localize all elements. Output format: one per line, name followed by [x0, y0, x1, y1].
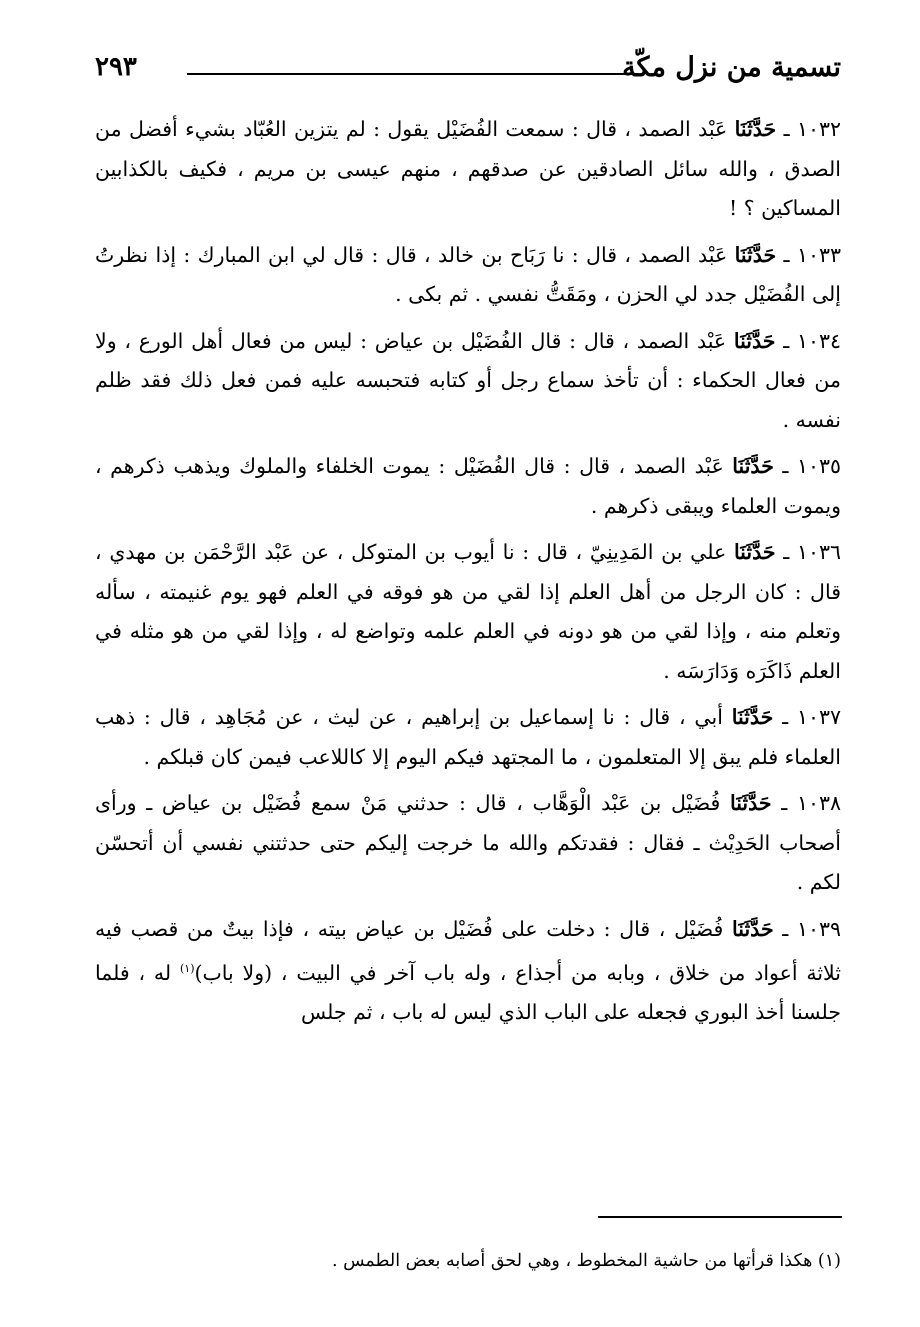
- header-rule: [187, 73, 633, 75]
- main-text: [95, 110, 841, 1040]
- page-header: [95, 52, 841, 92]
- footnote: (١) هكذا قرأتها من حاشية المخطوط ، وهي لحق أصابه بعض الطمس .: [331, 1251, 841, 1271]
- sanad-word: حَدَّثَنَا: [731, 705, 774, 729]
- hadith-1035: ١٠٣٥ ـ حَدَّثَنَا عَبْد الصمد ، قال : قال الفُضَيْل : يموت الخلفاء والملوك ويذهب ذكرهم ، ويموت العلماء ويبقى ذكرهم .: [95, 454, 841, 518]
- hadith-1032: ١٠٣٢ ـ حَدَّثَنَا عَبْد الصمد ، قال : سمعت الفُضَيْل يقول : لم يتزين العُبّاد بشيء أفضل من الصدق ، والله سائل الصادقين عن صدقهم ، منهم عيسى بن مريم ، فكيف بالكذابين المساكين ؟ !: [95, 117, 841, 220]
- sanad-word: حَدَّثَنَا: [734, 117, 777, 141]
- sanad-word: حَدَّثَنَا: [733, 328, 776, 353]
- sanad-word: حَدَّثَنَا: [732, 454, 774, 478]
- hadith-text: فُضَيْل ، قال : دخلت على فُضَيْل بن عياض بيته ، فإذا بيتٌ من قصب فيه ثلاثة أعواد من خلاق ، وبابه من أجذاع ، وله باب آخر في البيت ، (ولا باب): [95, 916, 841, 985]
- hadith-number: ١٠٣٨: [796, 791, 841, 815]
- hadith-1037: ١٠٣٧ ـ حَدَّثَنَا أبي ، قال : نا إسماعيل بن إبراهيم ، عن ليث ، عن مُجَاهِد ، قال : ذهب العلماء فلم يبق إلا المتعلمون ، ما المجتهد فيكم اليوم إلا كاللاعب فيمن كان قبلكم .: [95, 705, 841, 769]
- hadith-text: علي بن المَدِينِيّ ، قال : نا أيوب بن المتوكل ، عن عَبْد الرَّحْمَن بن مهدي ، قال : كان الرجل من أهل العلم إذا لقي من هو فوقه في العلم فهو يوم غنيمته ، سأله وتعلم منه ، وإذا لقي من هو دونه في العلم علمه وتواضع له ، وإذا لقي من هو مثله في العلم ذَاكَرَه وَدَارَسَه .: [95, 540, 841, 683]
- hadith-1038: ١٠٣٨ ـ حَدَّثَنَا فُضَيْل بن عَبْد الْوَهَّاب ، قال : حدثني مَنْ سمع فُضَيْل بن عياض ـ ورأى أصحاب الحَدِيْث ـ فقال : فقدتكم والله ما خرجت إليكم حتى حدثتني نفسي أن أتحسّن لكم .: [95, 791, 841, 894]
- running-title: تسمية من نزل مكّة: [622, 52, 841, 83]
- sanad-word: حَدَّثَنَا: [734, 242, 777, 267]
- hadith-number: ١٠٣٤: [796, 328, 841, 353]
- hadith-text-continued: له ، فلما جلسنا أخذ البوري فجعله على الباب الذي ليس له باب ، ثم جلس: [95, 960, 841, 1025]
- footnote-marker[interactable]: (١): [179, 962, 195, 975]
- hadith-number: ١٠٣٧: [796, 705, 841, 729]
- hadith-text: عَبْد الصمد ، قال : نا رَبَاح بن خالد ، قال : قال لي ابن المبارك : إذا نظرتُ إلى الفُضَيْل جدد لي الحزن ، ومَقَتُّ نفسي . ثم بكى .: [95, 242, 841, 306]
- hadith-1034: ١٠٣٤ ـ حَدَّثَنَا عَبْد الصمد ، قال : قال الفُضَيْل بن عياض : ليس من فعال أهل الورع ، ولا من فعال الحكماء : أن تأخذ سماع رجل أو كتابه فتحبسه عليه فمن فعل ذلك فقد ظلم نفسه .: [95, 328, 841, 432]
- hadith-number: ١٠٣٣: [796, 242, 841, 267]
- hadith-number: ١٠٣٩: [796, 916, 841, 941]
- sanad-word: حَدَّثَنَا: [733, 540, 776, 564]
- hadith-number: ١٠٣٢: [796, 117, 841, 141]
- hadith-number: ١٠٣٥: [796, 454, 841, 478]
- hadith-1033: ١٠٣٣ ـ حَدَّثَنَا عَبْد الصمد ، قال : نا رَبَاح بن خالد ، قال : قال لي ابن المبارك : إذا نظرتُ إلى الفُضَيْل جدد لي الحزن ، ومَقَتُّ نفسي . ثم بكى .: [95, 242, 841, 306]
- sanad-word: حَدَّثَنَا: [732, 916, 774, 941]
- hadith-text: فُضَيْل بن عَبْد الْوَهَّاب ، قال : حدثني مَنْ سمع فُضَيْل بن عياض ـ ورأى أصحاب الحَدِيْث ـ فقال : فقدتكم والله ما خرجت إليكم حتى حدثتني نفسي أن أتحسّن لكم .: [95, 791, 841, 894]
- sanad-word: حَدَّثَنَا: [729, 791, 772, 815]
- hadith-text: عَبْد الصمد ، قال : سمعت الفُضَيْل يقول : لم يتزين العُبّاد بشيء أفضل من الصدق ، والله سائل الصادقين عن صدقهم ، منهم عيسى بن مريم ، فكيف بالكذابين المساكين ؟ !: [95, 117, 841, 220]
- hadith-text: عَبْد الصمد ، قال : قال الفُضَيْل بن عياض : ليس من فعال أهل الورع ، ولا من فعال الحكماء : أن تأخذ سماع رجل أو كتابه فتحبسه عليه فمن فعل ذلك فقد ظلم نفسه .: [95, 328, 841, 432]
- page-number: ٢٩٣: [95, 52, 137, 82]
- hadith-1039: ١٠٣٩ ـ حَدَّثَنَا فُضَيْل ، قال : دخلت على فُضَيْل بن عياض بيته ، فإذا بيتٌ من قصب فيه ثلاثة أعواد من خلاق ، وبابه من أجذاع ، وله باب آخر في البيت ، (ولا باب)$^{(١)}$ له ، فلما جلسنا أخذ البوري فجعله على الباب الذي ليس له باب ، ثم جلس: [95, 916, 841, 1025]
- footnote-rule: [598, 1216, 842, 1218]
- hadith-text: أبي ، قال : نا إسماعيل بن إبراهيم ، عن ليث ، عن مُجَاهِد ، قال : ذهب العلماء فلم يبق إلا المتعلمون ، ما المجتهد فيكم اليوم إلا كاللاعب فيمن كان قبلكم .: [95, 705, 841, 769]
- hadith-number: ١٠٣٦: [796, 540, 841, 564]
- hadith-text: عَبْد الصمد ، قال : قال الفُضَيْل : يموت الخلفاء والملوك ويذهب ذكرهم ، ويموت العلماء ويبقى ذكرهم .: [95, 454, 841, 518]
- hadith-1036: ١٠٣٦ ـ حَدَّثَنَا علي بن المَدِينِيّ ، قال : نا أيوب بن المتوكل ، عن عَبْد الرَّحْمَن بن مهدي ، قال : كان الرجل من أهل العلم إذا لقي من هو فوقه في العلم فهو يوم غنيمته ، سأله وتعلم منه ، وإذا لقي من هو دونه في العلم علمه وتواضع له ، وإذا لقي من هو مثله في العلم ذَاكَرَه وَدَارَسَه .: [95, 540, 841, 683]
